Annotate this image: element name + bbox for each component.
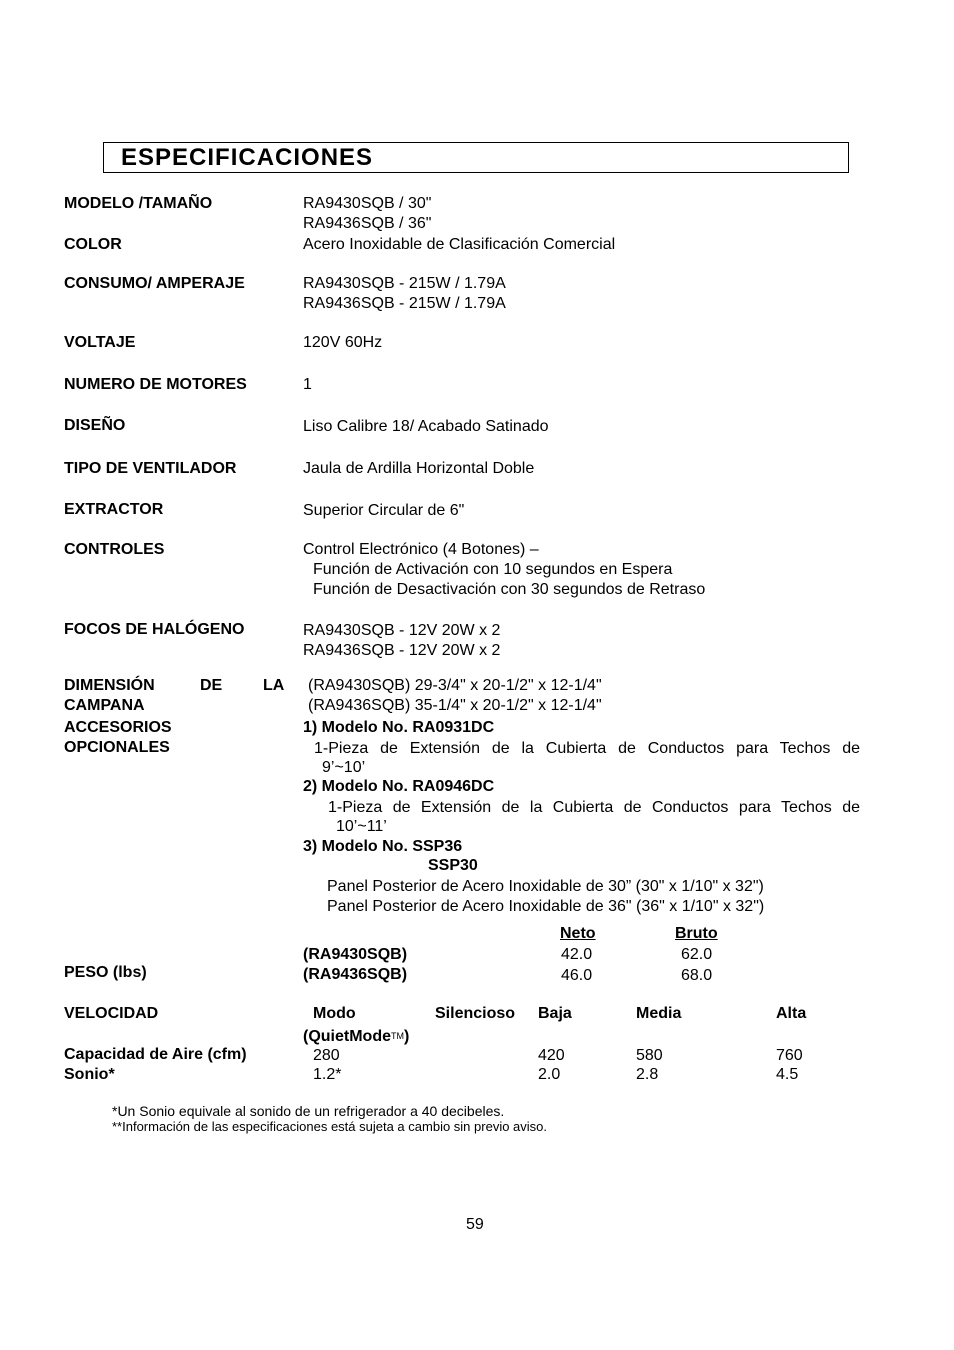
sonio-value-baja: 2.0 [538, 1066, 561, 1083]
accesorio-3-heading: 3) Modelo No. SSP36 [303, 838, 463, 855]
focos-value-1: RA9430SQB - 12V 20W x 2 [303, 622, 501, 639]
accesorios-label-2: OPCIONALES [64, 739, 170, 756]
extractor-label: EXTRACTOR [64, 501, 164, 518]
motores-label: NUMERO DE MOTORES [64, 376, 247, 393]
focos-value-2: RA9436SQB - 12V 20W x 2 [303, 642, 501, 659]
accesorio-1-desc-2: 9’~10’ [322, 759, 366, 776]
capacidad-value-alta: 760 [776, 1047, 803, 1064]
peso-header-bruto: Bruto [675, 925, 718, 942]
color-label: COLOR [64, 236, 122, 253]
velocidad-header-baja: Baja [538, 1005, 572, 1022]
controles-value-2: Función de Activación con 10 segundos en Espera [313, 561, 673, 578]
dimension-label-word-2: DE [200, 677, 223, 694]
peso-row-1-neto: 42.0 [561, 946, 593, 963]
sonio-value-alta: 4.5 [776, 1066, 799, 1083]
accesorio-2-desc-2: 10’~11’ [336, 818, 387, 835]
dimension-value-2: (RA9436SQB) 35-1/4" x 20-1/2" x 12-1/4" [308, 697, 602, 714]
controles-label: CONTROLES [64, 541, 165, 558]
velocidad-label: VELOCIDAD [64, 1005, 159, 1022]
capacidad-value-silencioso: 280 [313, 1047, 340, 1064]
title-box [103, 142, 849, 173]
diseno-value: Liso Calibre 18/ Acabado Satinado [303, 418, 549, 435]
velocidad-header-media: Media [636, 1005, 682, 1022]
quietmode-label [303, 1026, 409, 1047]
page-number: 59 [466, 1216, 484, 1233]
footnote-2: **Información de las especificaciones está sujeta a cambio sin previo aviso. [112, 1119, 548, 1134]
accesorio-1-heading: 1) Modelo No. RA0931DC [303, 719, 495, 736]
peso-row-2-neto: 46.0 [561, 967, 593, 984]
consumo-value-1: RA9430SQB - 215W / 1.79A [303, 275, 506, 292]
modelo-label: MODELO /TAMAÑO [64, 195, 213, 212]
dimension-label-line2: CAMPANA [64, 697, 145, 714]
dimension-label-word-3: LA [263, 677, 285, 694]
footnote-1: *Un Sonio equivale al sonido de un refrigerador a 40 decibeles. [112, 1103, 505, 1119]
accesorios-label-1: ACCESORIOS [64, 719, 172, 736]
capacidad-value-media: 580 [636, 1047, 663, 1064]
sonio-value-silencioso: 1.2* [313, 1066, 342, 1083]
capacidad-label: Capacidad de Aire (cfm) [64, 1046, 247, 1063]
modelo-value-1: RA9430SQB / 30" [303, 195, 432, 212]
accesorio-3-desc-1: Panel Posterior de Acero Inoxidable de 30” (30" x 1/10" x 32") [327, 878, 764, 895]
motores-value: 1 [303, 376, 312, 393]
quietmode-text: (QuietMode [303, 1028, 391, 1045]
peso-row-1-bruto: 62.0 [681, 946, 713, 963]
trademark-mark: TM [391, 1031, 404, 1041]
diseno-label: DISEÑO [64, 417, 126, 434]
controles-value-1: Control Electrónico (4 Botones) – [303, 541, 539, 558]
voltaje-label: VOLTAJE [64, 334, 136, 351]
sonio-value-media: 2.8 [636, 1066, 659, 1083]
dimension-label-word-1: DIMENSIÓN [64, 677, 155, 694]
modelo-value-2: RA9436SQB / 36" [303, 215, 432, 232]
velocidad-header-silencioso: Silencioso [435, 1005, 516, 1022]
sonio-label: Sonio* [64, 1066, 115, 1083]
consumo-label: CONSUMO/ AMPERAJE [64, 275, 245, 292]
quietmode-close: ) [404, 1028, 410, 1045]
accesorio-2-heading: 2) Modelo No. RA0946DC [303, 778, 495, 795]
dimension-value-1: (RA9430SQB) 29-3/4" x 20-1/2" x 12-1/4" [308, 677, 602, 694]
velocidad-header-modo: Modo [313, 1005, 356, 1022]
peso-row-1-model: (RA9430SQB) [303, 946, 408, 963]
ventilador-value: Jaula de Ardilla Horizontal Doble [303, 460, 535, 477]
accesorio-2-desc: 1-Pieza de Extensión de la Cubierta de Conductos para Techos de [328, 799, 860, 816]
page-title: ESPECIFICACIONES [121, 144, 374, 171]
peso-row-2-model: (RA9436SQB) [303, 966, 408, 983]
accesorio-3-heading-2: SSP30 [428, 857, 478, 874]
voltaje-value: 120V 60Hz [303, 334, 383, 351]
consumo-value-2: RA9436SQB - 215W / 1.79A [303, 295, 506, 312]
focos-label: FOCOS DE HALÓGENO [64, 621, 245, 638]
capacidad-value-baja: 420 [538, 1047, 565, 1064]
peso-label: PESO (lbs) [64, 964, 147, 981]
accesorio-3-desc-2: Panel Posterior de Acero Inoxidable de 36" (36" x 1/10" x 32") [327, 898, 765, 915]
color-value: Acero Inoxidable de Clasificación Comercial [303, 236, 616, 253]
velocidad-header-alta: Alta [776, 1005, 807, 1022]
ventilador-label: TIPO DE VENTILADOR [64, 460, 237, 477]
peso-header-neto: Neto [560, 925, 596, 942]
extractor-value: Superior Circular de 6" [303, 502, 465, 519]
accesorio-1-desc: 1-Pieza de Extensión de la Cubierta de Conductos para Techos de [314, 740, 860, 757]
peso-row-2-bruto: 68.0 [681, 967, 713, 984]
controles-value-3: Función de Desactivación con 30 segundos de Retraso [313, 581, 706, 598]
